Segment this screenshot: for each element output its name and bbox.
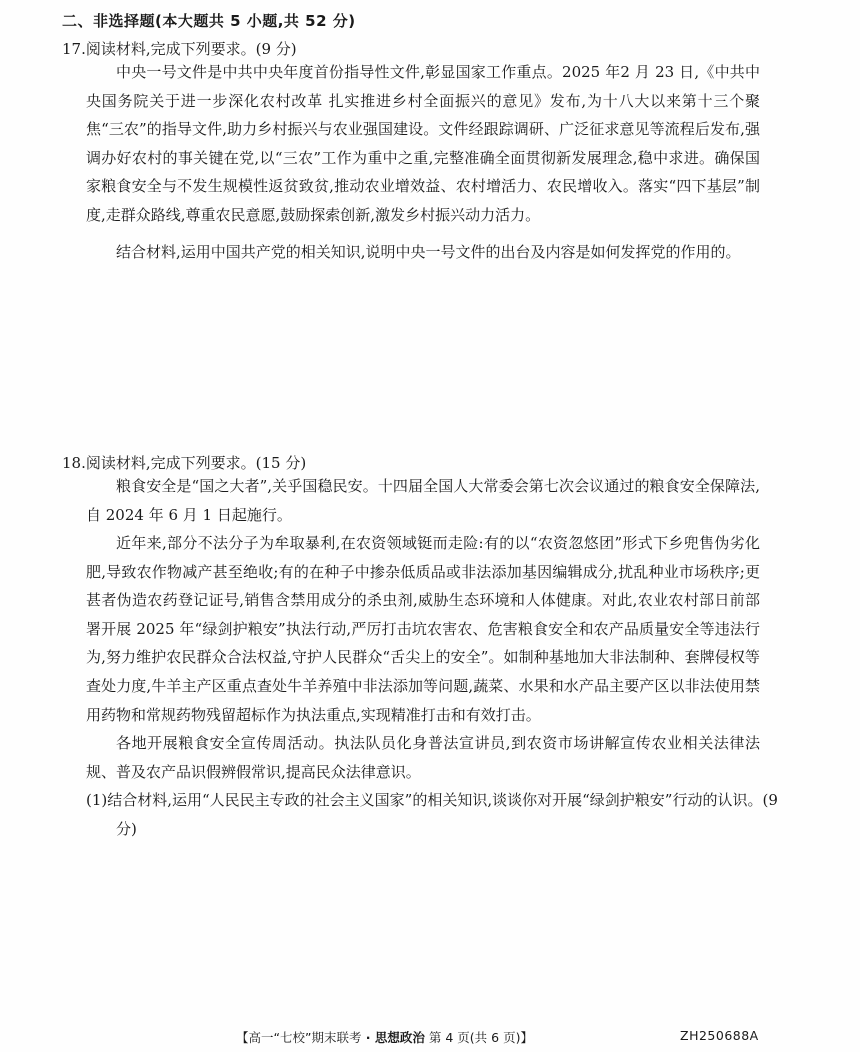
question-18-subquestion-1: (1)结合材料,运用“人民民主专政的社会主义国家”的相关知识,谈谈你对开展“绿剑护粮安”行动的认识。(9 分) [86,791,778,838]
question-18-paragraph-1: 粮食安全是“国之大者”,关乎国稳民安。十四届全国人大常委会第七次会议通过的粮食安全保障法,自 2024 年 6 月 1 日起施行。 [86,477,760,524]
question-17-task: 结合材料,运用中国共产党的相关知识,说明中央一号文件的出台及内容是如何发挥党的作用的。 [116,243,741,261]
footer-subject: 思想政治 [374,1030,425,1045]
question-18-heading: 18.阅读材料,完成下列要求。(15 分) [62,454,307,472]
footer-paper-code: ZH250688A [680,1028,759,1043]
question-17-heading: 17.阅读材料,完成下列要求。(9 分) [62,40,297,58]
question-18-paragraph-3: 各地开展粮食安全宣传周活动。执法队员化身普法宣讲员,到农资市场讲解宣传农业相关法律法规、普及农产品识假辨假常识,提高民众法律意识。 [86,734,760,781]
question-18-paragraph-2: 近年来,部分不法分子为牟取暴利,在农资领域铤而走险:有的以“农资忽悠团”形式下乡兜售伪劣化肥,导致农作物减产甚至绝收;有的在种子中掺杂低质品或非法添加基因编辑成分,扰乱种业市场秩序;更甚者伪造农药登记证号,销售含禁用成分的杀虫剂,威胁生态环境和人体健康。对此,农业农村部日前部署开展 2025 年“绿剑护粮安”执法行动,严厉打击坑农害农、危害粮食安全和农产品质量安全等违法行为,努力维护农民群众合法权益,守护人民群众“舌尖上的安全”。如制种基地加大非法制种、套牌侵权等查处力度,牛羊主产区重点查处牛羊养殖中非法添加等问题,蔬菜、水果和水产品主要产区以非法使用禁用药物和常规药物残留超标作为执法重点,实现精准打击和有效打击。 [86,534,760,724]
section-title: 二、非选择题(本大题共 5 小题,共 52 分) [62,12,356,30]
page-footer: 【高一“七校”期末联考 · 思想政治 第 4 页(共 6 页)】 [236,1030,533,1045]
question-17-material: 中央一号文件是中共中央年度首份指导性文件,彰显国家工作重点。2025 年2 月 23 日,《中共中央国务院关于进一步深化农村改革 扎实推进乡村全面振兴的意见》发布,为十八大以来第十三个聚焦“三农”的指导文件,助力乡村振兴与农业强国建设。文件经跟踪调研、广泛征求意见等流程后发布,强调办好农村的事关键在党,以“三农”工作为重中之重,完整准确全面贯彻新发展理念,稳中求进。确保国家粮食安全与不发生规模性返贫致贫,推动农业增效益、农村增活力、农民增收入。落实“四下基层”制度,走群众路线,尊重农民意愿,鼓励探索创新,激发乡村振兴动力活力。 [86,63,760,224]
footer-page-number: 第 4 页(共 6 页)】 [428,1030,533,1045]
footer-exam-name: 【高一“七校”期末联考 [236,1030,362,1045]
